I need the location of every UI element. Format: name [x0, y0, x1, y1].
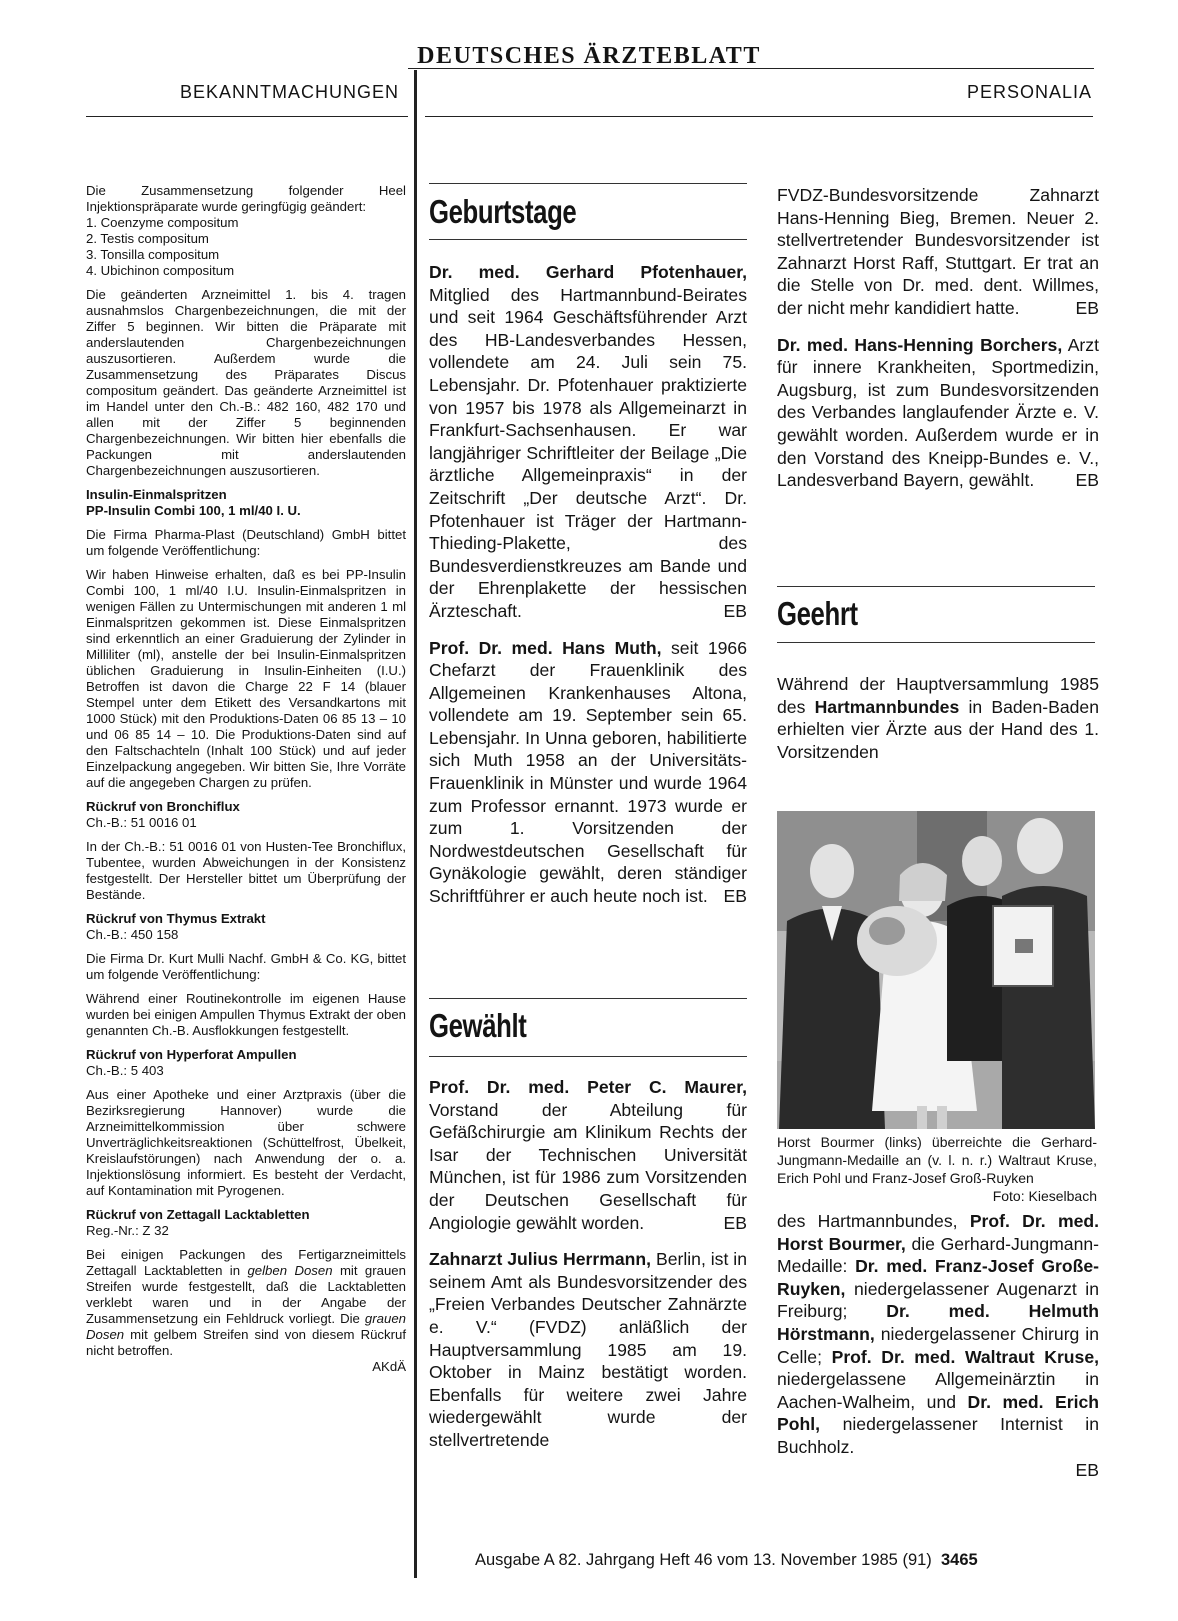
list-item: 1. Coenzyme compositum: [86, 215, 239, 230]
award-photo: [777, 811, 1095, 1129]
photo-illustration: [777, 811, 1095, 1129]
section-label-left: BEKANNTMACHUNGEN: [180, 82, 400, 102]
section-rule: [777, 642, 1095, 643]
section-title-geehrt: Geehrt: [777, 595, 858, 632]
paragraph: Wir haben Hinweise erhalten, daß es bei PP-Insulin Combi 100, 1 ml/40 I.U. Insulin-Einmalspritzen in wenigen Fällen zu Untermischungen mit anderen 1 ml Einmalspritzen gekommen ist. Diese Einmalspritzen sind erkenntlich an einer Graduierung der Zylinder in Milliliter (ml), anstelle der bei Insulin-Einmalspritzen üblichen Graduierung in Insulin-Einheiten (I.U.) Betroffen ist davon die Charge 22 F 14 (blauer Stempel unter dem Etikett des Versandkartons mit 1000 Stück) mit den Produktions-Daten 06 85 13 – 10 und 06 85 14 – 10. Die Produktions-Daten sind auf den Faltschachteln (Inhalt 100 Stück) und auf jeder Einzelpackung angegeben. Wir bitten Sie, Ihre Vorräte auf die angegeben Chargen zu prüfen.: [86, 567, 406, 790]
notice-heading: Rückruf von Thymus Extrakt: [86, 911, 266, 926]
notice-heading: Rückruf von Hyperforat Ampullen: [86, 1047, 297, 1062]
batch-number: Ch.-B.: 450 158: [86, 927, 179, 942]
entry-continuation: FVDZ-Bundesvorsitzende Zahnarzt Hans-Henning Bieg, Bremen. Neuer 2. stellvertretender Bundesvorsitzender ist Zahnarzt Horst Raff, Stuttgart. Er trat an die Stelle von Dr. med. dent. Willmes, der nicht mehr kandidiert hatte. EB: [777, 185, 1099, 318]
section-rule: [429, 1056, 747, 1057]
notice-subheading: PP-Insulin Combi 100, 1 ml/40 I. U.: [86, 503, 301, 518]
geehrt-intro: Während der Hauptversammlung 1985 des Hartmannbundes in Baden-Baden erhielten vier Ärzte aus der Hand des 1. Vorsitzenden: [777, 674, 1099, 762]
header-rule-left: [86, 116, 408, 117]
announcements-column: [86, 183, 406, 1375]
issue-info: Ausgabe A 82. Jahrgang Heft 46 vom 13. November 1985 (91): [475, 1551, 932, 1569]
masthead: DEUTSCHES ÄRZTEBLATT: [417, 43, 761, 69]
batch-number: Ch.-B.: 51 0016 01: [86, 815, 197, 830]
masthead-rule: [408, 68, 1094, 69]
photo-caption: Horst Bourmer (links) überreichte die Gerhard-Jungmann-Medaille an (v. l. n. r.) Waltraut Kruse, Erich Pohl und Franz-Josef Groß-Ruyken Foto: Kieselbach: [777, 1134, 1097, 1204]
photo-credit: Foto: Kieselbach: [992, 1188, 1097, 1204]
hartmannbund-awards: des Hartmannbundes, Prof. Dr. med. Horst Bourmer, die Gerhard-Jungmann-Medaille: Dr. med. Franz-Josef Große-Ruyken, niedergelassener Augenarzt in Freiburg; Dr. med. Helmuth Hörstmann, niedergelassener Chirurg in Celle; Prof. Dr. med. Waltraut Kruse, niedergelassene Allgemeinärztin in Aachen-Walheim, und Dr. med. Erich Pohl, niedergelassener Internist in Buchholz. EB: [777, 1211, 1100, 1480]
section-rule: [429, 998, 747, 999]
section-label-right: PERSONALIA: [966, 82, 1092, 102]
notice-heading: Rückruf von Zettagall Lacktabletten: [86, 1207, 310, 1222]
header-rule-right: [425, 116, 1093, 117]
list-item: 3. Tonsilla compositum: [86, 247, 220, 262]
section-rule: [429, 239, 747, 240]
paragraph: Bei einigen Packungen des Fertigarzneimittels Zettagall Lacktabletten in gelben Dosen mit grauen Streifen wurde festgestellt, daß die Lacktabletten verklebt waren und in der Angabe der Zusammensetzung ein Fehldruck vorliegt. Die grauen Dosen mit gelbem Streifen sind von diesem Rückruf nicht betroffen.: [86, 1247, 406, 1358]
entry-herrmann: Zahnarzt Julius Herrmann, Berlin, ist in seinem Amt als Bundesvorsitzender des „Freien Verbandes Deutscher Zahnärzte e. V.“ (FVDZ) anläßlich der Hauptversammlung 1985 am 19. Oktober in Mainz bestätigt worden. Ebenfalls für weitere zwei Jahre wiedergewählt wurde der stellvertretende: [429, 1249, 747, 1450]
notice-heading: Rückruf von Bronchiflux: [86, 799, 240, 814]
section-title-geburtstage: Geburtstage: [429, 193, 577, 230]
paragraph: In der Ch.-B.: 51 0016 01 von Husten-Tee Bronchiflux, Tubentee, wurden Abweichungen in der Konsistenz festgestellt. Der Hersteller bittet um Überprüfung der Bestände.: [86, 839, 406, 902]
notice-heading: Insulin-Einmalspritzen: [86, 487, 227, 502]
signature: AKdÄ: [372, 1359, 406, 1374]
page-number: 3465: [940, 1551, 978, 1569]
entry-pfotenhauer: Dr. med. Gerhard Pfotenhauer, Mitglied des Hartmannbund-Beirates und seit 1964 Geschäftsführender Arzt des HB-Landesverbandes Hessen, vollendete am 24. Juli sein 75. Lebensjahr. Dr. Pfotenhauer praktizierte von 1957 bis 1978 als Allgemeinarzt in Frankfurt-Sachsenhausen. Er war langjähriger Schriftleiter der Beilage „Die ärztliche Allgemeinpraxis“ in der Zeitschrift „Der deutsche Arzt“. Dr. Pfotenhauer ist Träger der Hartmann-Thieding-Plakette, des Bundesverdienstkreuzes am Bande und der Ehrenplakette der hessischen Ärzteschaft. EB: [429, 262, 747, 621]
section-rule: [429, 183, 747, 184]
personalia-middle-column-lower: [429, 1076, 747, 1452]
paragraph: Während einer Routinekontrolle im eigenen Hause wurden bei einigen Ampullen Thymus Extrakt der oben genannten Ch.-B. Ausflokkungen festgestellt.: [86, 991, 406, 1038]
paragraph: Die geänderten Arzneimittel 1. bis 4. tragen ausnahmslos Chargenbezeichnungen, die mit der Ziffer 5 beginnen. Wir bitten die Präparate mit anderslautenden Chargenbezeichnungen auszusortieren. Außerdem wurde die Zusammensetzung des Präparates Discus compositum geändert. Das geänderte Arzneimittel ist im Handel unter den Ch.-B.: 482 160, 482 170 und allen mit der Ziffer 5 beginnenden Chargenbezeichnungen. Wir bitten hier ebenfalls die Packungen mit anderslautenden Chargenbezeichnungen auszusortieren.: [86, 287, 406, 478]
column-divider: [414, 70, 417, 1578]
personalia-right-column: [777, 184, 1099, 492]
list-item: 4. Ubichinon compositum: [86, 263, 235, 278]
signature: EB: [1075, 1459, 1099, 1480]
paragraph: Aus einer Apotheke und einer Arztpraxis (über die Bezirksregierung Hannover) wurde die Arzneimittelkommission über schwere Unverträglichkeitsreaktionen (Schüttelfrost, Übelkeit, Kreislaufstörungen) nach Anwendung der o. a. Injektionslösung informiert. Es besteht der Verdacht, auf Kontamination mit Pyrogenen.: [86, 1087, 406, 1198]
personalia-middle-column: [429, 261, 747, 908]
entry-muth: Prof. Dr. med. Hans Muth, seit 1966 Chefarzt der Frauenklinik des Allgemeinen Krankenhauses Altona, vollendete am 19. September sein 65. Lebensjahr. In Unna geboren, habilitierte sich Muth 1958 an der Universitäts-Frauenklinik in Münster und wurde 1964 zum Professor ernannt. 1973 wurde er zum 1. Vorsitzenden der Nordwestdeutschen Gesellschaft für Gynäkologie gewählt, deren ständiger Schriftführer er auch heute noch ist. EB: [429, 637, 747, 907]
batch-number: Reg.-Nr.: Z 32: [86, 1223, 169, 1238]
intro-text: Die Zusammensetzung folgender Heel Injektionspräparate wurde geringfügig geändert:: [86, 183, 406, 214]
entry-borchers: Dr. med. Hans-Henning Borchers, Arzt für innere Krankheiten, Sportmedizin, Augsburg, ist zum Bundesvorsitzenden des Verbandes langlaufender Ärzte e. V. gewählt worden. Außerdem wurde er in den Vorstand des Kneipp-Bundes e. V., Landesverband Bayern, gewählt. EB: [777, 334, 1099, 491]
page-footer: [475, 1551, 978, 1570]
product-list: [86, 215, 406, 279]
batch-number: Ch.-B.: 5 403: [86, 1063, 164, 1078]
list-item: 2. Testis compositum: [86, 231, 209, 246]
paragraph: Die Firma Dr. Kurt Mulli Nachf. GmbH & Co. KG, bittet um folgende Veröffentlichung:: [86, 951, 406, 982]
section-rule: [777, 586, 1095, 587]
entry-maurer: Prof. Dr. med. Peter C. Maurer, Vorstand der Abteilung für Gefäßchirurgie am Klinikum Rechts der Isar der Technischen Universität München, ist für 1986 zum Vorsitzenden der Deutschen Gesellschaft für Angiologie gewählt worden. EB: [429, 1077, 747, 1233]
paragraph: Die Firma Pharma-Plast (Deutschland) GmbH bittet um folgende Veröffentlichung:: [86, 527, 406, 558]
section-title-gewaehlt: Gewählt: [429, 1007, 527, 1044]
